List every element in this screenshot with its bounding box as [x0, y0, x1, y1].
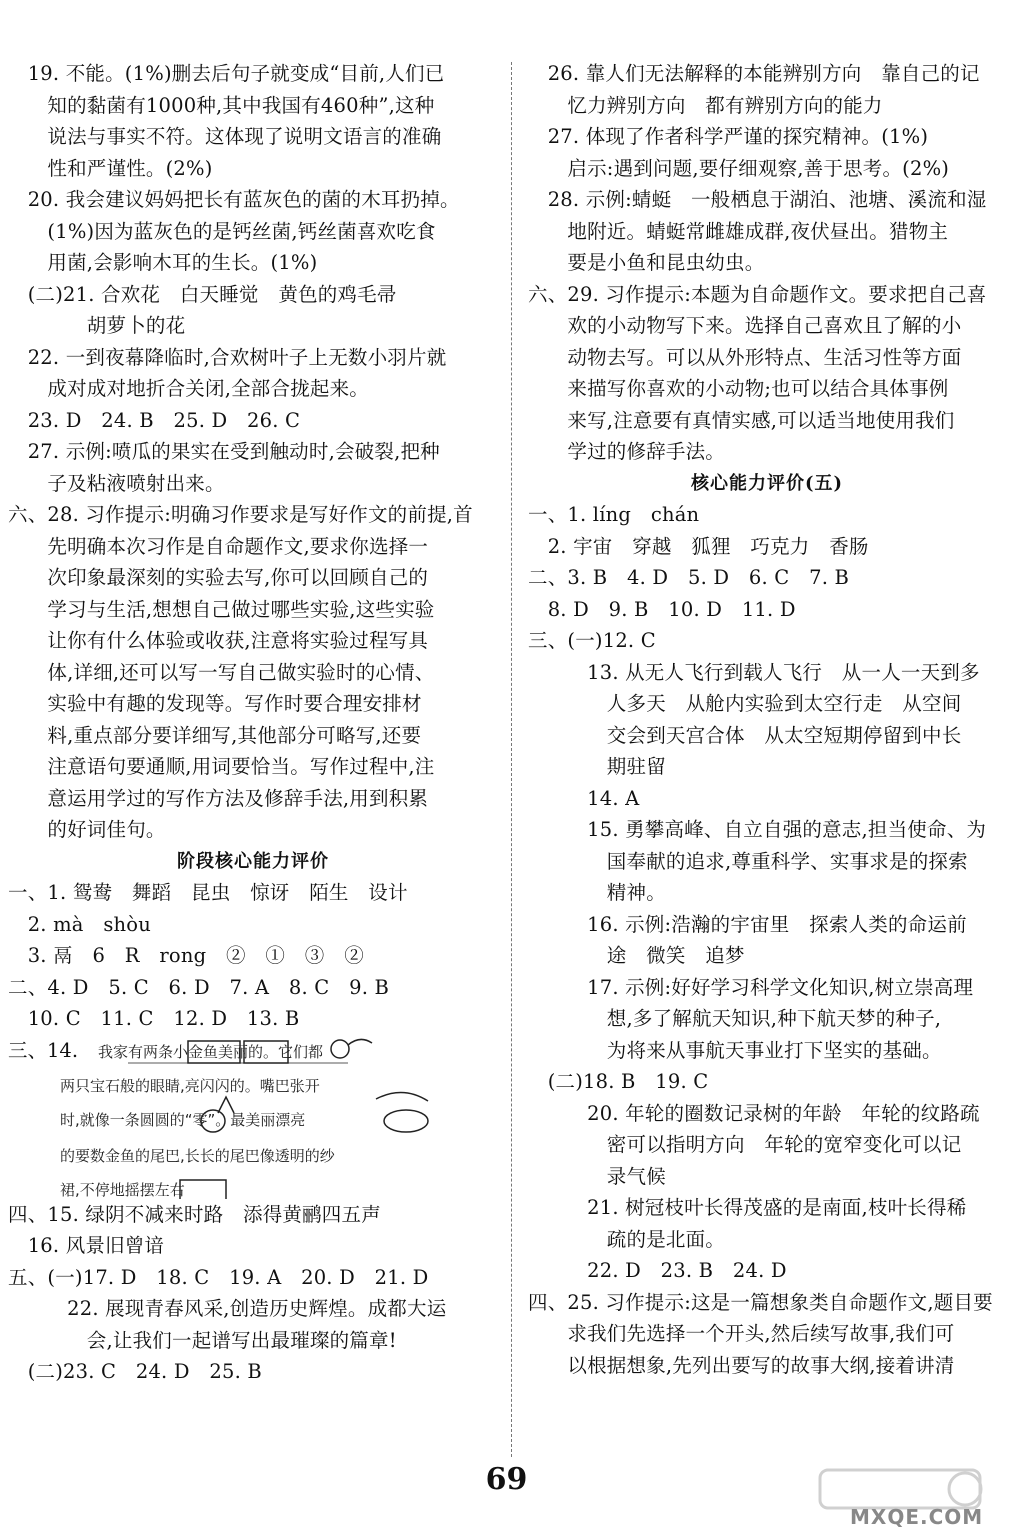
- watermark-text: MXQE.COM: [850, 1505, 984, 1529]
- answer-line: 学习与生活,想想自己做过哪些实验,这些实验: [8, 597, 435, 621]
- section-title-stage-evaluation: 阶段核心能力评价: [177, 850, 329, 872]
- answer-line: 让你有什么体验或收获,注意将实验过程写具: [8, 629, 429, 652]
- answer-line: 密可以指明方向 年轮的宽窄变化可以记: [528, 1133, 962, 1156]
- answer-line: 22. D 23. B 24. D: [528, 1259, 787, 1282]
- answer-line: 27. 示例:喷瓜的果实在受到触动时,会破裂,把种: [8, 440, 440, 463]
- handwriting-line-2: 两只宝石般的眼睛,亮闪闪的。嘴巴张开: [60, 1076, 320, 1095]
- answer-line: 四、15. 绿阴不减来时路 添得黄鹂四五声: [8, 1202, 381, 1226]
- answer-line: 启示:遇到问题,要仔细观察,善于思考。(2%): [528, 156, 950, 180]
- answer-line: 一、1. líng chán: [528, 503, 700, 526]
- right-column: [528, 58, 1006, 1381]
- left-column: [8, 58, 498, 1388]
- answer-line: 来描写你喜欢的小动物;也可以结合具体事例: [528, 377, 949, 400]
- answer-line: 16. 示例:浩瀚的宇宙里 探索人类的命运前: [528, 912, 967, 936]
- answer-line: 子及粘液喷射出来。: [8, 471, 225, 495]
- answer-line: 以根据想象,先列出要写的故事大纲,接着讲清: [528, 1353, 955, 1377]
- answer-line: 交会到天宫合体 从太空短期停留到中长: [528, 723, 962, 747]
- answer-line: 注意语句要通顺,用词要恰当。写作过程中,注: [8, 755, 435, 778]
- answer-line: 说法与事实不符。这体现了说明文语言的准确: [8, 125, 442, 148]
- answer-line: 要是小鱼和昆虫幼虫。: [528, 251, 765, 274]
- answers-block-left-b: [8, 877, 498, 1035]
- answer-line: 录气候: [528, 1164, 666, 1188]
- answer-line: 欢的小动物写下来。选择自己喜欢且了解的小: [528, 314, 962, 337]
- answer-line: 28. 示例:蜻蜓 一般栖息于湖泊、池塘、溪流和湿: [528, 188, 987, 211]
- answer-line: 21. 树冠枝叶长得茂盛的是南面,枝叶长得稀: [528, 1196, 967, 1219]
- answer-line: 为将来从事航天事业打下坚实的基础。: [528, 1038, 942, 1062]
- answer-line: 14. A: [528, 786, 640, 810]
- answers-block-right-a: [528, 58, 1006, 468]
- answer-line: 四、25. 习作提示:这是一篇想象类自命题作文,题目要: [528, 1290, 993, 1314]
- answer-line: 8. D 9. B 10. D 11. D: [528, 597, 796, 621]
- answer-line: 胡萝卜的花: [8, 314, 186, 337]
- question-14-label: 三、14.: [8, 1038, 79, 1062]
- answer-line: (二)18. B 19. C: [528, 1070, 709, 1093]
- answer-line: 期驻留: [528, 755, 666, 778]
- answer-line: (1%)因为蓝灰色的是钙丝菌,钙丝菌喜欢吃食: [8, 219, 436, 243]
- answer-line: 的好词佳句。: [8, 818, 166, 841]
- answer-line: 二、3. B 4. D 5. D 6. C 7. B: [528, 566, 850, 589]
- answer-line: 27. 体现了作者科学严谨的探究精神。(1%): [528, 125, 929, 148]
- answer-line: 15. 勇攀高峰、自立自强的意志,担当使命、为: [528, 818, 987, 841]
- answer-line: 2. mà shòu: [8, 912, 151, 936]
- answer-line: 求我们先选择一个开头,然后续写故事,我们可: [528, 1322, 955, 1345]
- handwriting-line-4: 的要数金鱼的尾巴,长长的尾巴像透明的纱: [60, 1146, 335, 1165]
- answer-line: (二)21. 合欢花 白天睡觉 黄色的鸡毛帚: [8, 282, 397, 306]
- answer-line: 一、1. 鸳鸯 舞蹈 昆虫 惊讶 陌生 设计: [8, 881, 408, 904]
- answer-line: 次印象最深刻的实验去写,你可以回顾自己的: [8, 566, 429, 589]
- answer-line: 成对成对地折合关闭,全部合拢起来。: [8, 377, 369, 400]
- answer-line: 想,多了解航天知识,种下航天梦的种子,: [528, 1007, 942, 1030]
- handwriting-correction-image: [8, 1035, 498, 1199]
- answer-line: 会,让我们一起谱写出最璀璨的篇章!: [8, 1328, 397, 1352]
- answer-line: 22. 展现青春风采,创造历史辉煌。成都大运: [8, 1297, 447, 1320]
- answers-block-left-a: [8, 58, 498, 846]
- answer-line: 16. 风景旧曾谙: [8, 1234, 165, 1257]
- answer-line: 学过的修辞手法。: [528, 440, 726, 463]
- handwriting-line-3: 时,就像一条圆圆的“零”。最美丽漂亮: [60, 1110, 306, 1129]
- answer-line: 国奉献的追求,尊重科学、实事求是的探索: [528, 849, 968, 873]
- answer-line: 3. 鬲 6 R rong ② ① ③ ②: [8, 944, 364, 967]
- answers-block-right-b: [528, 499, 1006, 1381]
- answer-line: 来写,注意要有真情实感,可以适当地使用我们: [528, 408, 955, 432]
- answer-line: 人多天 从舱内实验到太空行走 从空间: [528, 692, 962, 715]
- page-number: 69: [485, 1462, 528, 1497]
- answer-line: 三、(一)12. C: [528, 629, 656, 652]
- answer-line: 疏的是北面。: [528, 1227, 726, 1251]
- answer-line: 用菌,会影响木耳的生长。(1%): [8, 251, 318, 274]
- answer-line: 知的黏菌有1000种,其中我国有460种”,这种: [8, 93, 435, 117]
- answer-line: 意运用学过的写作方法及修辞手法,用到积累: [8, 786, 429, 810]
- answer-line: 二、4. D 5. C 6. D 7. A 8. C 9. B: [8, 975, 390, 999]
- answer-line: 2. 宇宙 穿越 狐狸 巧克力 香肠: [528, 534, 869, 558]
- answer-line: (二)23. C 24. D 25. B: [8, 1360, 262, 1383]
- answer-line: 精神。: [528, 881, 666, 904]
- handwriting-line-5: 裙,不停地摇摆左右: [60, 1180, 185, 1199]
- answer-line: 六、29. 习作提示:本题为自命题作文。要求把自己喜: [528, 282, 987, 306]
- answer-line: 地附近。蜻蜓常雌雄成群,夜伏昼出。猎物主: [528, 219, 949, 243]
- answer-line: 五、(一)17. D 18. C 19. A 20. D 21. D: [8, 1265, 429, 1289]
- answer-line: 六、28. 习作提示:明确习作要求是写好作文的前提,首: [8, 503, 473, 526]
- answer-line: 17. 示例:好好学习科学文化知识,树立崇高理: [528, 975, 974, 999]
- answer-line: 料,重点部分要详细写,其他部分可略写,还要: [8, 723, 422, 747]
- answer-line: 实验中有趣的发现等。写作时要合理安排材: [8, 692, 422, 715]
- answer-line: 22. 一到夜幕降临时,合欢树叶子上无数小羽片就: [8, 345, 447, 369]
- answer-line: 途 微笑 追梦: [528, 944, 745, 967]
- answer-line: 13. 从无人飞行到载人飞行 从一人一天到多: [528, 660, 980, 684]
- answer-line: 性和严谨性。(2%): [8, 156, 213, 180]
- answer-line: 忆力辨别方向 都有辨别方向的能力: [528, 93, 883, 117]
- answer-line: 体,详细,还可以写一写自己做实验时的心情、: [8, 660, 435, 684]
- answer-line: 26. 靠人们无法解释的本能辨别方向 靠自己的记: [528, 62, 980, 85]
- answer-line: 先明确本次习作是自命题作文,要求你选择一: [8, 534, 429, 558]
- answer-line: 动物去写。可以从外形特点、生活习性等方面: [528, 345, 962, 369]
- section-title-core-evaluation-5: 核心能力评价(五): [690, 472, 844, 494]
- handwriting-line-1: 我家有两条小金鱼美丽的。它们都: [98, 1042, 324, 1061]
- answer-line: 20. 年轮的圈数记录树的年龄 年轮的纹路疏: [528, 1101, 980, 1125]
- column-divider: [511, 62, 512, 1457]
- answer-line: 20. 我会建议妈妈把长有蓝灰色的菌的木耳扔掉。: [8, 188, 460, 211]
- answer-line: 19. 不能。(1%)删去后句子就变成“目前,人们已: [8, 62, 445, 85]
- answer-line: 23. D 24. B 25. D 26. C: [8, 408, 301, 432]
- answer-line: 10. C 11. C 12. D 13. B: [8, 1007, 300, 1030]
- answers-block-left-c: [8, 1199, 498, 1388]
